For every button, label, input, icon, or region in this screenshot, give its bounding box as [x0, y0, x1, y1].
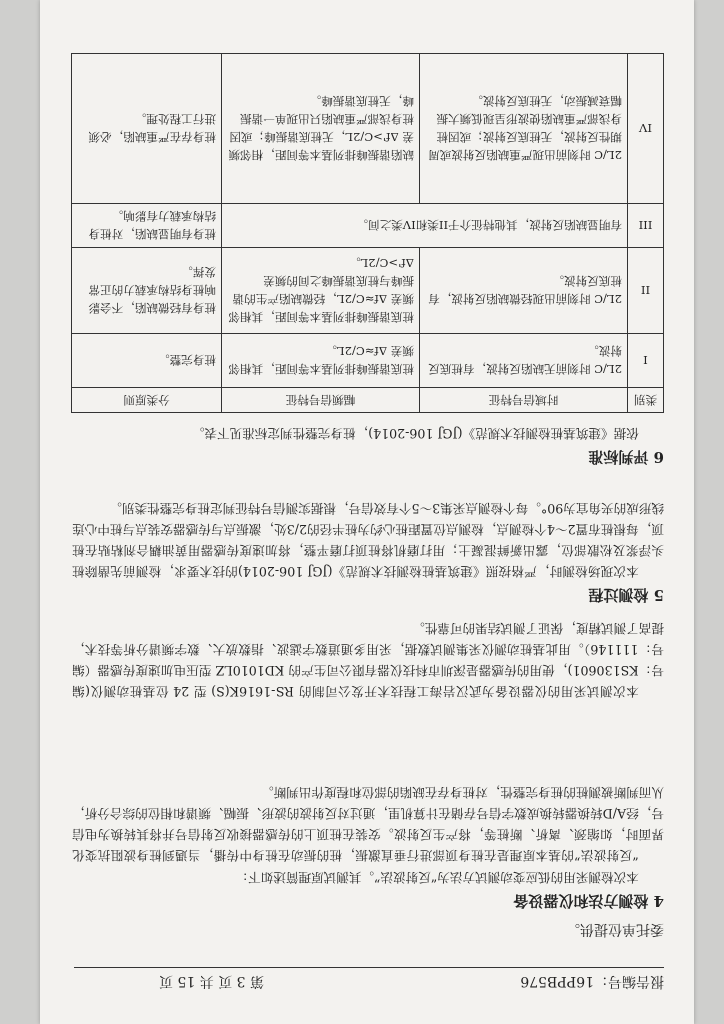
section-4-principle: “反射波法”的基本原理是在桩身顶部进行垂直激振，桩的振动在桩身中传播，当遇到桩身波阻抗变化界面时，如缩颈、离析、断桩等，将产生反射波。安装在桩顶上的传感器接收反射信号并将其转换为电信号，经A/D转换器转换成数字信号存储在计算机里，通过对反射波的波形、振幅、频谱和相位的综合分析，从而判断被测桩的桩身完整性，对桩身存在缺陷的部位和程度作出判断。	[72, 785, 664, 863]
section-6-title: 6 评判标准	[588, 448, 664, 466]
row-class: I	[628, 334, 664, 388]
row-class: IV	[628, 54, 664, 204]
section-4-equipment: 本次测试采用的仪器设备为武汉岩海工程技术开发公司制的 RS-1616K(S) 型 24 位基桩动测仪(编号：KS130601)，使用的传感器是深圳市科技仪器有限公司生产的 KD1010LZ 型压电加速度传感器（编号：111146）。用此基桩动测仪采集测试数据，采用多通道数字滤波、指数放大、数字频谱分析等技术，提高了测试精度，保证了测试结果的可靠性。	[72, 621, 664, 699]
page-header	[74, 967, 664, 994]
row-principle: 桩身存在严重缺陷，必须进行工程处理。	[72, 54, 222, 204]
row-time-feature: 2L/C 时刻前出现严重缺陷反射波或周期性反射波，无桩底反射波；或因桩身浅部严重缺陷使波形呈现低频大振幅衰减振动，无桩底反射波。	[420, 54, 628, 204]
row-class: II	[628, 248, 664, 334]
row-principle: 桩身有轻微缺陷，不会影响桩身结构承载力的正常发挥。	[72, 248, 222, 334]
row-freq-feature: 缺陷谐振峰排列基本等间距，相邻频差 Δf'>C/2L，无桩底谐振峰；或因桩身浅部严重缺陷只出现单一谐振峰，无桩底谐振峰。	[222, 54, 420, 204]
table-row	[72, 204, 664, 248]
header-principle: 分类原则	[72, 388, 222, 413]
section-6-basis: 依据《建筑基桩检测技术规范》(JGJ 106-2014)，桩身完整性判定标准见下表。	[191, 426, 639, 441]
row-time-feature: 2L/C 时刻前出现轻微缺陷反射波，有桩底反射波。	[420, 248, 628, 334]
header-freq-domain: 幅频信号特征	[222, 388, 420, 413]
section-5-title: 5 检测过程	[588, 586, 664, 604]
report-number: 报告编号：16PPB576	[520, 973, 664, 989]
row-freq-feature: 桩底谐振峰排列基本等间距，其相邻频差 Δf≈C/2L，轻微缺陷产生的谐振峰与桩底谐振峰之间的频差 Δf'>C/2L。	[222, 248, 420, 334]
row-time-feature: 2L/C 时刻前无缺陷反射波，有桩底反射波。	[420, 334, 628, 388]
section-5-procedure: 本次现场检测时，严格按照《建筑基桩检测技术规范》(JGJ 106-2014)的技术要求，检测前先凿除桩头浮浆及松散部位，露出新鲜混凝土；用打磨机将桩顶打磨平整，将加速度传感器用黄油耦合剂粘贴在桩顶，每根桩布置2～4个检测点，检测点位置距桩心约为桩半径的2/3处，激振点与传感器安装点与桩中心连线形成的夹角宜为90°。每个检测点采集3～5个有效信号，根据实测信号特征判定桩身完整性类别。	[72, 501, 664, 579]
table-row	[72, 248, 664, 334]
page-number: 第 3 页 共 15 页	[159, 973, 264, 989]
row-time-feature: 有明显缺陷反射波，其他特征介于II类和IV类之间。	[222, 204, 628, 248]
row-principle: 桩身完整。	[72, 334, 222, 388]
row-principle: 桩身有明显缺陷，对桩身结构承载力有影响。	[72, 204, 222, 248]
scanned-page	[40, 0, 694, 1024]
row-class: III	[628, 204, 664, 248]
rotated-page-content	[40, 0, 694, 1024]
header-class: 类别	[628, 388, 664, 413]
table-row	[72, 334, 664, 388]
row-freq-feature: 桩底谐振峰排列基本等间距，其相邻频差 Δf≈C/2L。	[222, 334, 420, 388]
header-time-domain: 时域信号特征	[420, 388, 628, 413]
section-4-title: 4 检测方法和仪器设备	[513, 892, 664, 910]
table-row	[72, 54, 664, 204]
entrust-note: 委托单位提供。	[566, 921, 664, 937]
table-header-row	[72, 388, 664, 413]
integrity-criteria-table	[71, 53, 664, 413]
section-4-intro: 本次检测采用的低应变动测试方法为“反射波法”。其测试原理简述如下：	[235, 870, 639, 885]
